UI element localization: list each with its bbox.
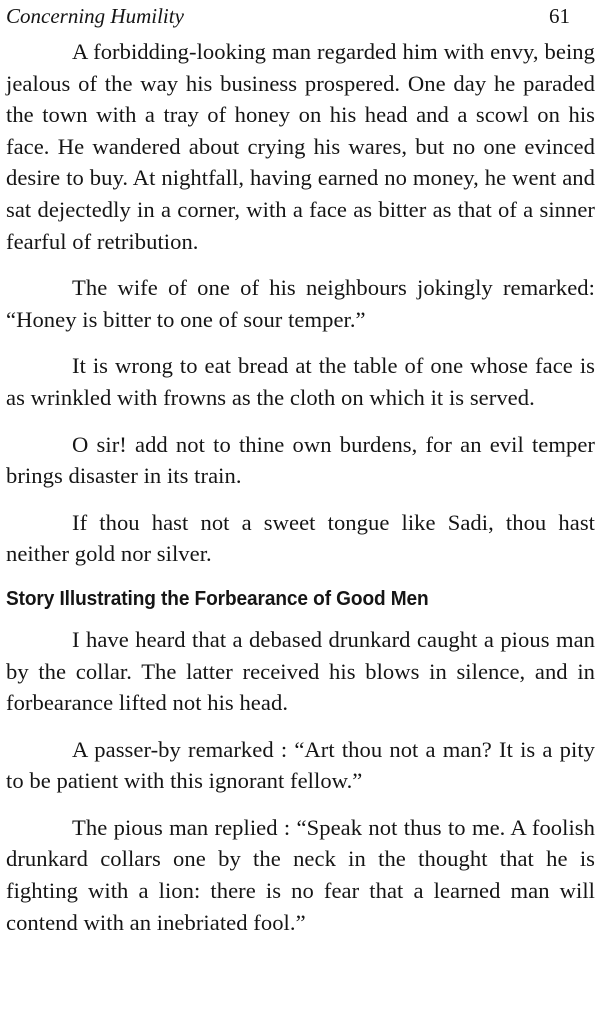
running-head <box>6 4 570 30</box>
paragraph: A forbidding-looking man regarded him with envy, being jealous of the way his business prospered. One day he paraded the town with a tray of honey on his head and a scowl on his face. He wandered about crying his wares, but no one evinced desire to buy. At nightfall, having earned no money, he went and sat dejectedly in a corner, with a face as bitter as that of a sinner fearful of retribution. <box>6 39 595 254</box>
paragraph: The wife of one of his neighbours jokingly remarked: “Honey is bitter to one of sour temper.” <box>6 275 595 332</box>
running-title: Concerning Humility <box>6 4 184 28</box>
paragraph: A passer-by remarked : “Art thou not a man? It is a pity to be patient with this ignorant fellow.” <box>6 736 595 794</box>
section-heading: Story Illustrating the Forbearance of Good Men <box>6 586 429 610</box>
paragraph: The pious man replied : “Speak not thus to me. A foolish drunkard collars one by the neck in the thought that he is fighting with a lion: there is no fear that a learned man will contend with an inebriated fool.” <box>6 814 595 935</box>
body-text <box>6 36 595 953</box>
paragraph: It is wrong to eat bread at the table of one whose face is as wrinkled with frowns as the cloth on which it is served. <box>6 353 595 410</box>
page-number: 61 <box>549 4 570 28</box>
paragraph: If thou hast not a sweet tongue like Sadi, thou hast neither gold nor silver. <box>6 509 595 567</box>
paragraph: O sir! add not to thine own burdens, for an evil temper brings disaster in its train. <box>6 431 595 489</box>
paragraph: I have heard that a debased drunkard caught a pious man by the collar. The latter received his blows in silence, and in forbearance lifted not his head. <box>6 626 595 716</box>
